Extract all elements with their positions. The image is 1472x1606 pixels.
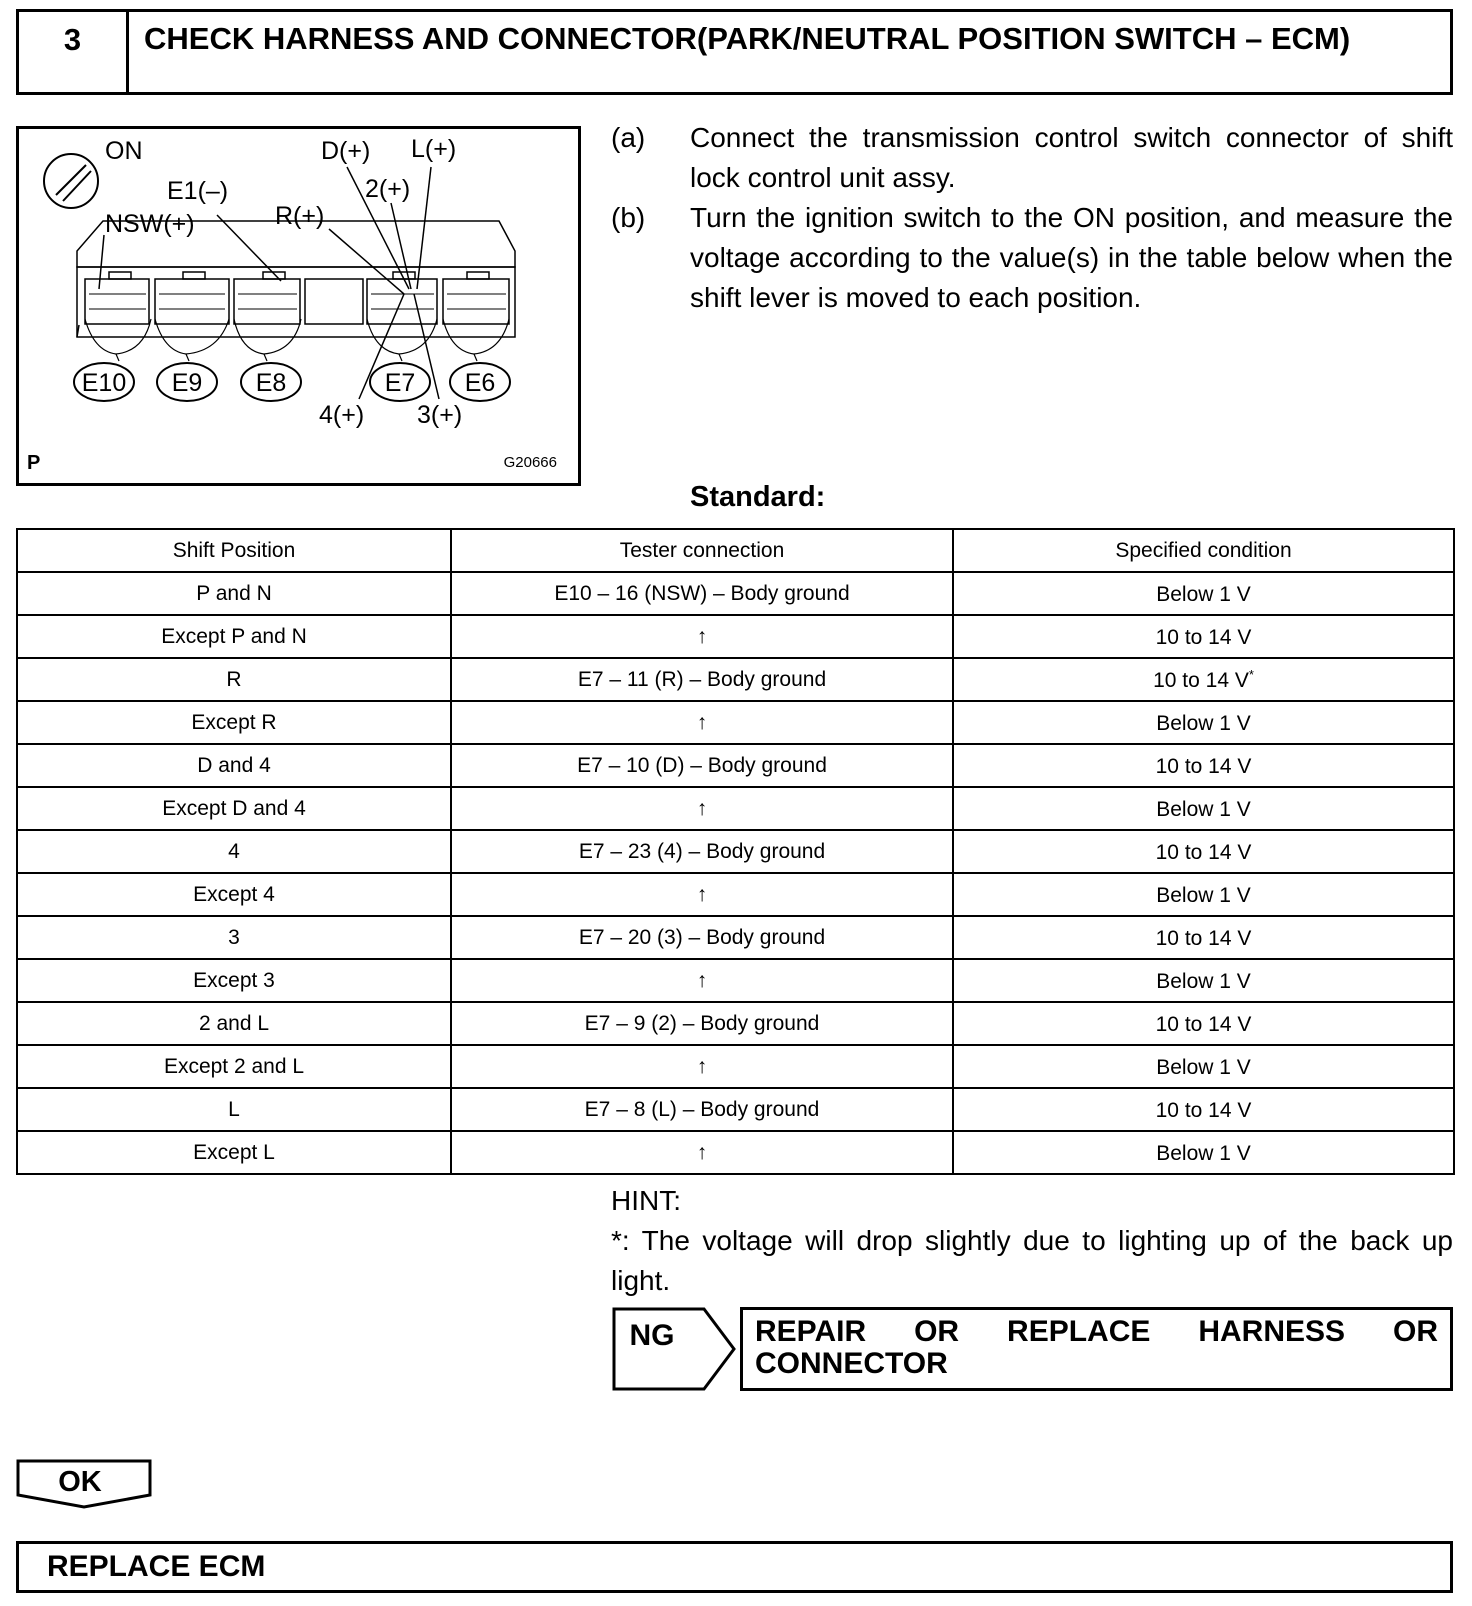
specified-condition-cell-text: 10 to 14 V [1155, 754, 1252, 778]
label-r: R(+) [275, 202, 325, 230]
specified-condition-cell [953, 916, 1454, 959]
table-header-row [17, 529, 1454, 572]
label-on: ON [105, 137, 143, 165]
tester-connection-cell-text: E7 – 8 (L) – Body ground [584, 1097, 820, 1121]
specified-condition-cell-text: Below 1 V [1156, 1141, 1251, 1165]
specified-condition-cell-text: Below 1 V [1156, 797, 1251, 821]
specified-condition-cell [953, 959, 1454, 1002]
step-title: CHECK HARNESS AND CONNECTOR(PARK/NEUTRAL POSITION SWITCH – ECM) [144, 21, 1351, 56]
shift-position-cell [17, 916, 451, 959]
table-body [17, 572, 1454, 1174]
tester-connection-cell [451, 830, 953, 873]
specified-condition-cell [953, 1002, 1454, 1045]
shift-position-cell-text: D and 4 [197, 753, 271, 777]
shift-position-cell [17, 572, 451, 615]
specified-condition-cell-text: Below 1 V [1156, 711, 1251, 735]
tester-connection-cell [451, 744, 953, 787]
ng-word: HARNESS [1198, 1315, 1346, 1348]
final-action-box [16, 1541, 1453, 1593]
step-header [16, 9, 1453, 95]
specified-condition-cell-text: Below 1 V [1156, 1055, 1251, 1079]
label-four: 4(+) [319, 401, 365, 429]
tester-connection-cell [451, 1131, 953, 1174]
shift-position-cell-text: 4 [228, 839, 240, 863]
ng-result-line1 [755, 1316, 1438, 1348]
shift-position-cell-text: L [228, 1097, 240, 1121]
shift-position-cell-text: Except R [191, 710, 277, 734]
tester-connection-cell [451, 615, 953, 658]
table-row [17, 916, 1454, 959]
ng-word: OR [1393, 1315, 1438, 1348]
tester-connection-cell-text: ↑ [696, 796, 708, 820]
standard-label: Standard: [690, 481, 826, 513]
specified-condition-cell [953, 572, 1454, 615]
hint-text: *: The voltage will drop slightly due to lighting up of the back up light. [611, 1225, 1453, 1296]
tester-connection-cell-text: E7 – 9 (2) – Body ground [584, 1011, 820, 1035]
specified-condition-cell-text: 10 to 14 V [1155, 1012, 1252, 1036]
instruction-b-letter: (b) [611, 202, 646, 233]
table-row [17, 959, 1454, 1002]
connector-label-e7: E7 [384, 369, 416, 397]
shift-position-cell-text: Except L [193, 1140, 275, 1164]
shift-position-cell-text: P and N [196, 581, 272, 605]
table-row [17, 873, 1454, 916]
tester-connection-cell-text: E10 – 16 (NSW) – Body ground [554, 581, 850, 605]
label-three: 3(+) [417, 401, 463, 429]
tester-connection-cell-text: E7 – 23 (4) – Body ground [578, 839, 826, 863]
shift-position-cell [17, 615, 451, 658]
shift-position-cell-text: Except 4 [193, 882, 275, 906]
tester-connection-cell [451, 1045, 953, 1088]
tester-connection-cell [451, 572, 953, 615]
label-two: 2(+) [365, 175, 411, 203]
table-header-cell: Specified condition [953, 529, 1454, 572]
specified-condition-cell-text: Below 1 V [1156, 582, 1251, 606]
connector-label-ovals [74, 363, 510, 401]
table-row [17, 1088, 1454, 1131]
instruction-a-letter: (a) [611, 122, 646, 153]
tester-connection-cell [451, 1002, 953, 1045]
tester-connection-cell-text: ↑ [696, 624, 708, 648]
tester-connection-cell-text: E7 – 10 (D) – Body ground [577, 753, 827, 777]
specified-condition-cell [953, 701, 1454, 744]
table-header-cell: Tester connection [451, 529, 953, 572]
tester-connection-cell-text: ↑ [696, 1140, 708, 1164]
footnote-mark: * [1248, 666, 1254, 682]
ng-result-line2: CONNECTOR [755, 1347, 948, 1380]
table-row [17, 658, 1454, 701]
label-nsw: NSW(+) [105, 210, 195, 238]
specified-condition-cell [953, 615, 1454, 658]
connector-label-e9: E9 [171, 369, 203, 397]
ng-word: OR [914, 1315, 960, 1348]
shift-position-cell [17, 701, 451, 744]
ng-arrow-box [612, 1307, 736, 1396]
hint-title: HINT: [611, 1185, 681, 1216]
shift-position-cell [17, 1131, 451, 1174]
table-header-cell: Shift Position [17, 529, 451, 572]
shift-position-cell-text: 3 [228, 925, 240, 949]
connector-label-e6: E6 [464, 369, 496, 397]
table-row [17, 787, 1454, 830]
tester-connection-cell [451, 916, 953, 959]
ignition-key-icon [44, 154, 98, 208]
shift-position-cell-text: R [226, 667, 242, 691]
shift-position-cell [17, 1002, 451, 1045]
hint [611, 1181, 1453, 1301]
ecm-connector-figure [16, 126, 581, 486]
ng-label: NG [629, 1319, 675, 1352]
ok-arrow-box [16, 1459, 152, 1514]
specified-condition-cell-text: 10 to 14 V [1153, 668, 1249, 692]
ng-word: REPAIR [755, 1315, 867, 1348]
connector-blocks [85, 272, 509, 324]
final-action-text: REPLACE ECM [47, 1550, 266, 1583]
shift-position-cell [17, 1045, 451, 1088]
specified-condition-cell-text: 10 to 14 V [1155, 1098, 1252, 1122]
table-row [17, 615, 1454, 658]
tester-connection-cell-text: ↑ [696, 968, 708, 992]
figure-id: G20666 [503, 454, 557, 471]
shift-position-cell-text: Except 2 and L [163, 1054, 305, 1078]
tester-connection-cell-text: ↑ [696, 710, 708, 734]
table-row [17, 1045, 1454, 1088]
specified-condition-cell-text: Below 1 V [1156, 883, 1251, 907]
tester-connection-cell-text: ↑ [696, 1054, 708, 1078]
specified-condition-cell-text: 10 to 14 V [1155, 926, 1252, 950]
tester-connection-cell-text: ↑ [696, 882, 708, 906]
table-row [17, 1002, 1454, 1045]
specified-condition-cell [953, 1088, 1454, 1131]
connector-diagram [19, 129, 578, 483]
table-row [17, 744, 1454, 787]
tester-connection-cell-text: E7 – 20 (3) – Body ground [578, 925, 826, 949]
table-row [17, 701, 1454, 744]
specified-condition-cell-text: 10 to 14 V [1155, 625, 1252, 649]
specified-condition-cell [953, 873, 1454, 916]
tester-connection-cell [451, 1088, 953, 1131]
specified-condition-cell [953, 1131, 1454, 1174]
ng-result-box [740, 1307, 1453, 1391]
figure-corner-left: P [27, 452, 41, 474]
label-d: D(+) [321, 137, 371, 165]
shift-position-cell-text: 2 and L [198, 1011, 270, 1035]
specified-condition-cell [953, 744, 1454, 787]
shift-position-cell-text: Except 3 [193, 968, 275, 992]
shift-position-cell [17, 787, 451, 830]
connector-label-e10: E10 [81, 369, 127, 397]
wire-bundles [85, 319, 509, 361]
shift-position-cell [17, 959, 451, 1002]
ok-label: OK [58, 1466, 102, 1498]
shift-position-cell-text: Except D and 4 [162, 796, 306, 820]
shift-position-cell [17, 1088, 451, 1131]
spec-table [16, 528, 1455, 1175]
tester-connection-cell [451, 701, 953, 744]
connector-label-e8: E8 [255, 369, 287, 397]
table-row [17, 1131, 1454, 1174]
label-e1: E1(–) [167, 177, 229, 205]
tester-connection-cell [451, 873, 953, 916]
table-row [17, 830, 1454, 873]
shift-position-cell [17, 744, 451, 787]
tester-connection-cell [451, 959, 953, 1002]
shift-position-cell-text: Except P and N [161, 624, 307, 648]
specified-condition-cell-text: 10 to 14 V [1155, 840, 1252, 864]
specified-condition-cell [953, 1045, 1454, 1088]
label-l: L(+) [411, 135, 457, 163]
instruction-b-text: Turn the ignition switch to the ON position, and measure the voltage according to the value(s) in the table below when the shift lever is moved to each position. [690, 202, 1453, 313]
specified-condition-cell-text: Below 1 V [1156, 969, 1251, 993]
table-row [17, 572, 1454, 615]
step-number: 3 [19, 12, 129, 92]
shift-position-cell [17, 830, 451, 873]
specified-condition-cell [953, 830, 1454, 873]
specified-condition-cell [953, 658, 1454, 701]
instruction-a-text: Connect the transmission control switch connector of shift lock control unit assy. [690, 122, 1453, 193]
tester-connection-cell-text: E7 – 11 (R) – Body ground [577, 667, 827, 691]
ng-word: REPLACE [1007, 1315, 1151, 1348]
tester-connection-cell [451, 658, 953, 701]
tester-connection-cell [451, 787, 953, 830]
shift-position-cell [17, 873, 451, 916]
shift-position-cell [17, 658, 451, 701]
specified-condition-cell [953, 787, 1454, 830]
